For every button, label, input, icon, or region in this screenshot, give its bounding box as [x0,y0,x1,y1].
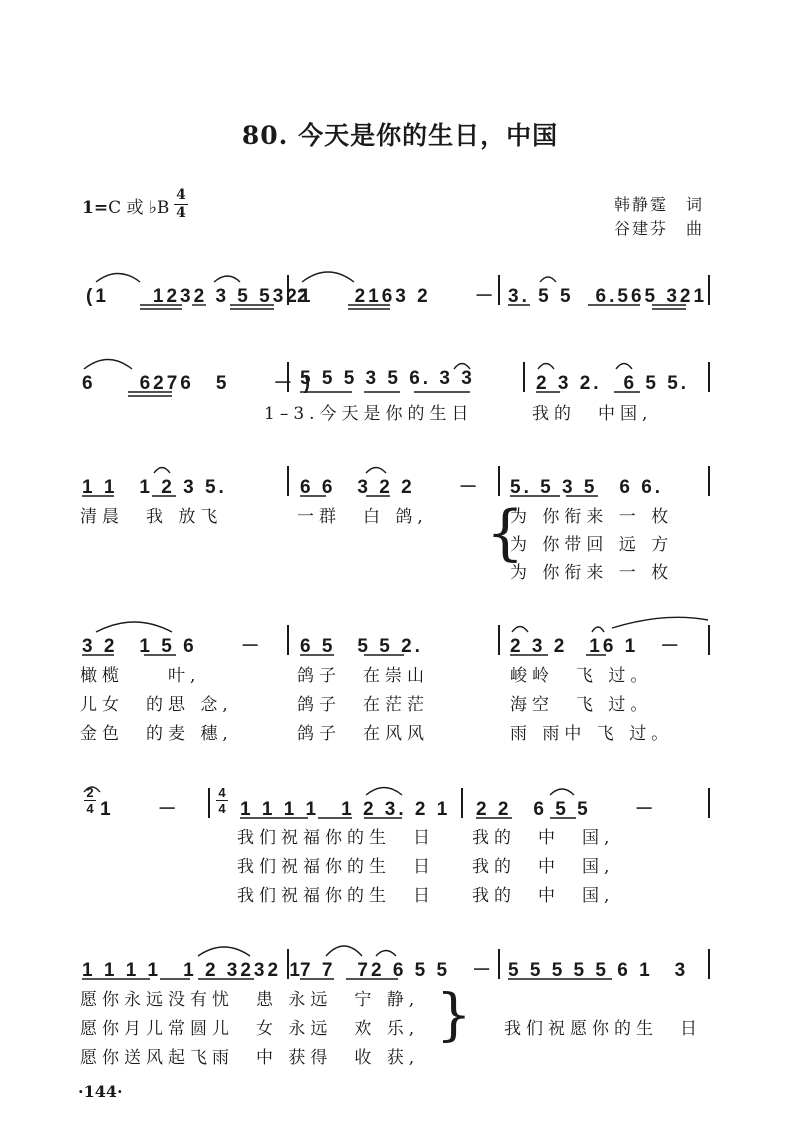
system5-measure1: 1 － [100,799,180,820]
composer-credit: 谷建芬 曲 [614,219,705,238]
lyric-line: 鸽子 在风风 [297,724,429,744]
lyric-line: 金色 的麦 穗, [80,724,233,744]
song-title: 80. 今天是你的生日，中国 [241,121,559,150]
barline [498,466,500,496]
lyric-line: 愿你送风起飞雨 中 获得 收 获, [80,1048,420,1068]
lyric-line: 我们祝愿你的生 日 [504,1019,702,1039]
system6-measure3: 5 5 5 5 5 6 1 3 [508,960,689,981]
lyric-line: 为 你衔来 一 枚 [510,563,674,583]
lyric-line: 雨 雨中 飞 过。 [510,724,674,744]
barline [287,275,289,305]
lyric-line: 为 你带回 远 方 [510,535,674,555]
lyric-brace: } [436,983,472,1048]
system4-measure1: 3 2 1 5 6 － [82,636,263,657]
lyric-line: 我们祝福你的生 日 [237,857,435,877]
barline [287,466,289,496]
time-change-2-4: 2 4 [84,786,96,815]
lyric-line: 我们祝福你的生 日 [237,828,435,848]
lyric-line: 鸽子 在崇山 [297,666,429,686]
lyric-line: 我的 中 国, [472,886,615,906]
barline [708,625,710,655]
barline [208,788,210,818]
system2-measure1: 6 6276 5 － ) [82,373,314,394]
barline [708,949,710,979]
system2-measure3: 2 3 2. 6 5 5. [536,373,690,394]
lyric-line: 清晨 我 放飞 [80,507,223,527]
time-signature [174,188,188,221]
system1-measure1: (1 1232 3 5 5321 [86,286,314,307]
barline [461,788,463,818]
system2-measure2: 5 5 5 3 5 6. 3 3 [300,368,475,389]
lyric-line: 峻岭 飞 过。 [510,666,653,686]
system3-measure2: 6 6 3 2 2 － [300,477,481,498]
lyric-line: 我的 中 国, [472,857,615,877]
lyric-line: 为 你衔来 一 枚 [510,507,674,527]
slur [612,617,708,628]
lyric-line: 愿你永远没有忧 患 永远 宁 静, [80,990,420,1010]
barline [523,362,525,392]
lyric-line: 儿女 的思 念, [80,695,233,715]
system1-measure2: 2 2163 2 － [297,286,497,307]
system1-measure3: 3. 5 5 6.565 321 [508,286,708,307]
system6-measure1: 1 1 1 1 1 2 3232 1 [82,960,303,981]
lyric-line: 海空 飞 过。 [510,695,653,715]
barline [708,466,710,496]
barline [498,275,500,305]
barline [708,275,710,305]
barline [708,362,710,392]
system5-measure2: 1 1 1 1 1 2 3. 2 1 [240,799,451,820]
system6-measure2: 7 7 72 6 5 5 － [300,960,495,981]
lyric-brace: { [486,498,525,568]
time-change-4-4: 4 4 [216,786,228,815]
lyric-line: 橄榄 叶, [80,666,201,686]
time-signature-bottom: 4 [176,205,186,221]
time-signature-top: 4 [176,187,186,203]
page-number: ·144· [78,1082,123,1101]
key-text: C 或 ♭B [108,198,170,218]
barline [498,949,500,979]
barline [287,625,289,655]
lyric-line: 鸽子 在茫茫 [297,695,429,715]
lyricist-credit: 韩静霆 词 [614,195,705,214]
barline [498,625,500,655]
key-signature [82,193,169,218]
system4-measure3: 2 3 2 16 1 － [510,636,683,657]
lyric-line: 一群 白 鸽, [297,507,428,527]
system3-measure1: 1 1 1 2 3 5. [82,477,227,498]
barline [287,362,289,392]
lyric-line: 1–3.今天是你的生日 [264,404,474,424]
system5-measure3: 2 2 6 5 5 － [476,799,657,820]
system3-measure3: 5. 5 3 5 6 6. [510,477,664,498]
lyric-line: 我们祝福你的生 日 [237,886,435,906]
barline [708,788,710,818]
lyric-line: 我的 中国, [532,404,653,424]
system4-measure2: 6 5 5 5 2. [300,636,423,657]
barline [287,949,289,979]
key-prefix: 1= [82,198,109,218]
lyric-line: 我的 中 国, [472,828,615,848]
lyric-line: 愿你月儿常圆儿 女 永远 欢 乐, [80,1019,420,1039]
